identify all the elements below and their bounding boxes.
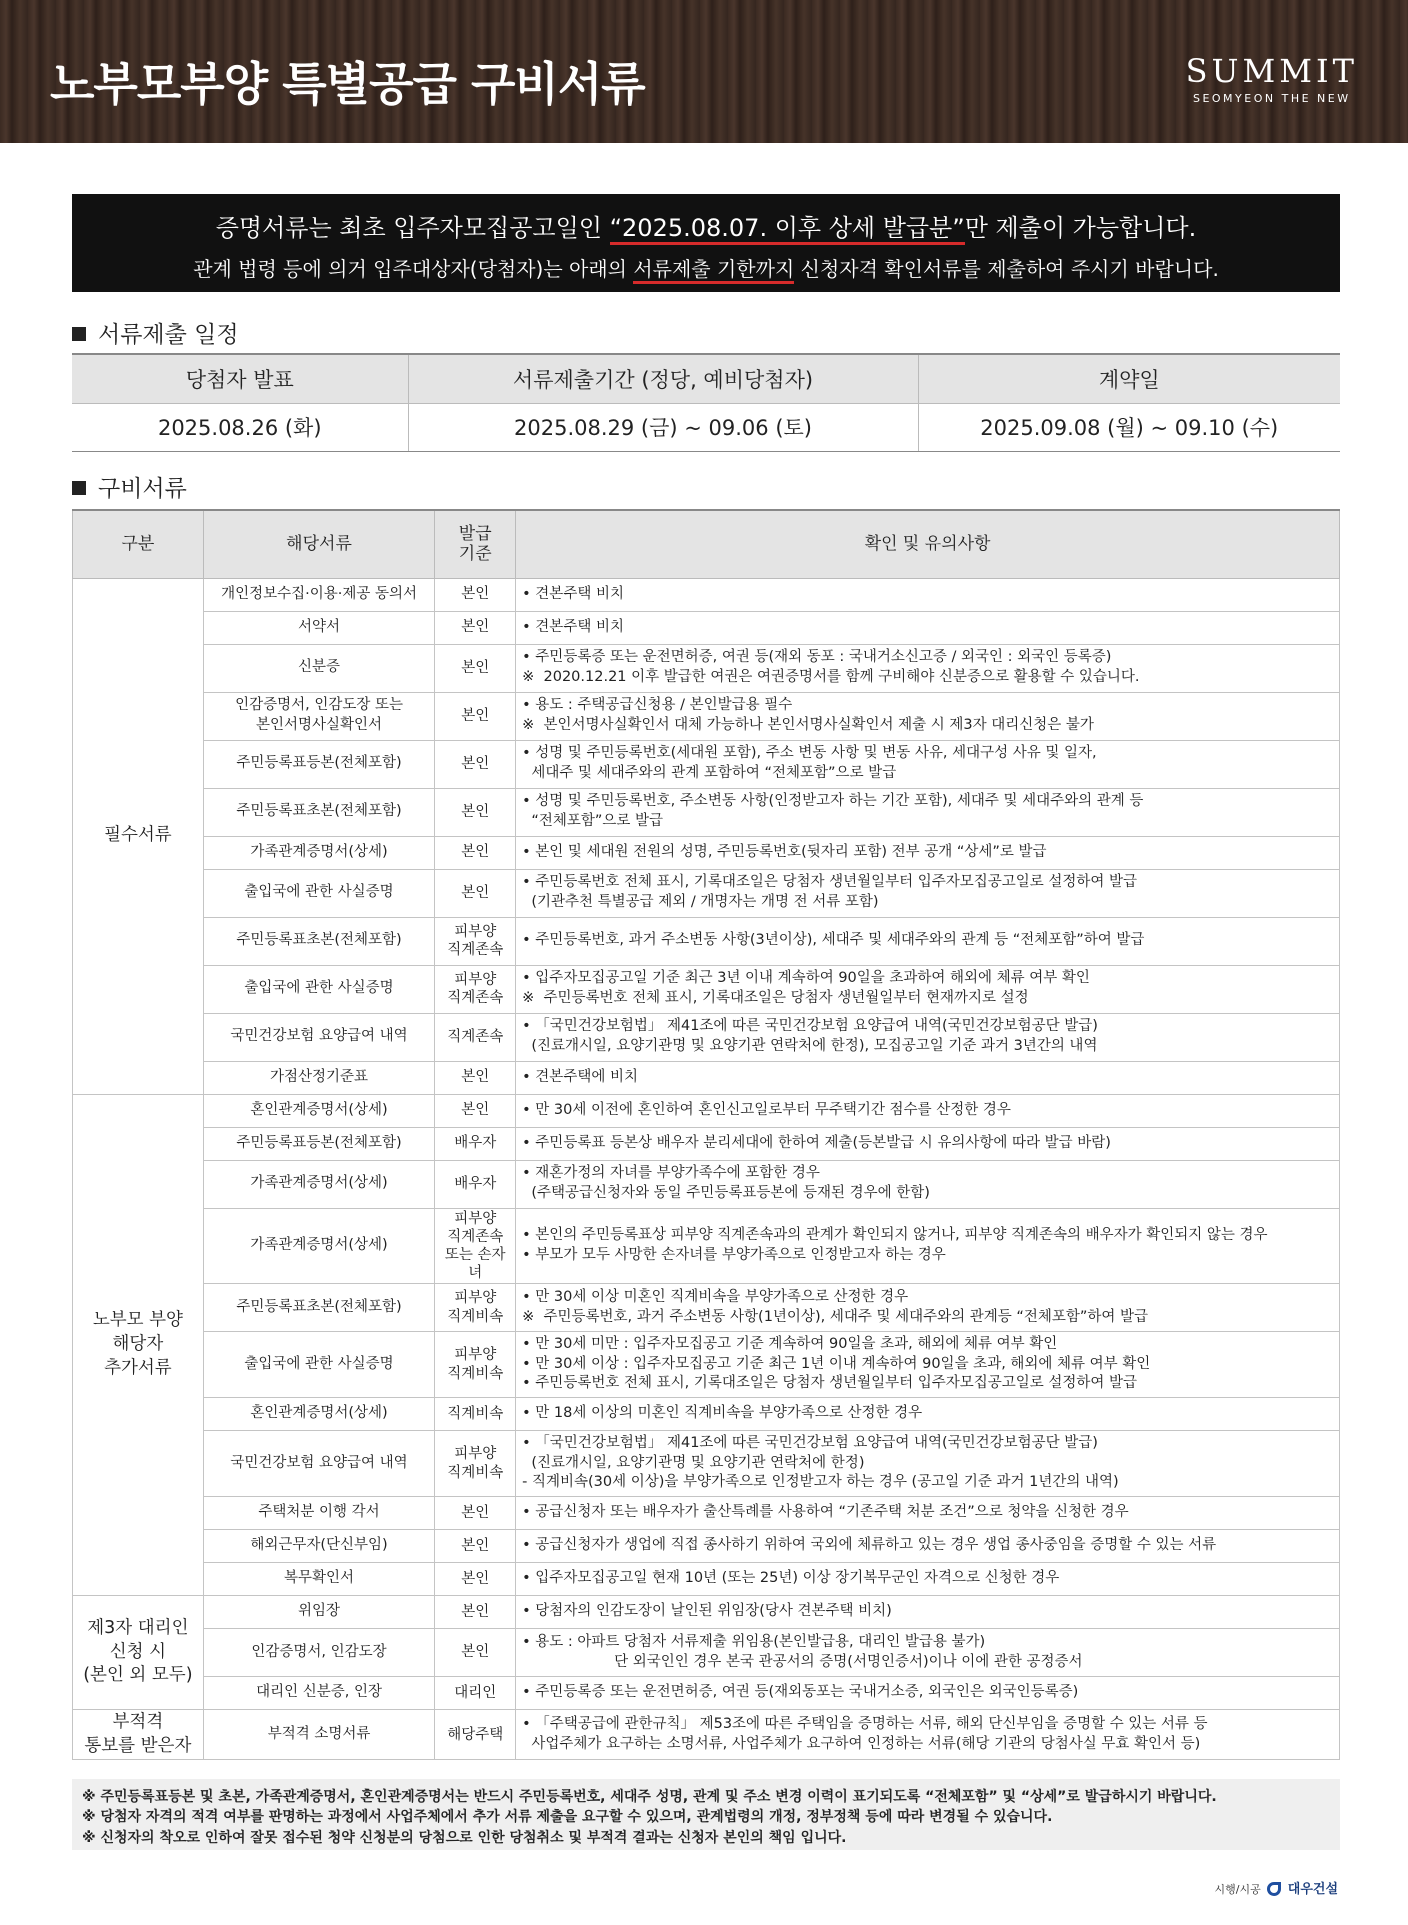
note-line: • 본인의 주민등록표상 피부양 직계존속과의 관계가 확인되지 않거나, 피부양 직계존속의 배우자가 확인되지 않는 경우 <box>522 1227 1268 1244</box>
table-row <box>73 1127 1340 1160</box>
document-name-cell: 주민등록표초본(전체포함) <box>203 1284 435 1332</box>
table-row <box>73 1431 1340 1497</box>
header-banner <box>0 0 1408 143</box>
issuer-cell: 피부양 직계비속 <box>435 1431 516 1497</box>
document-name-cell: 인감증명서, 인감도장 <box>203 1629 435 1677</box>
note-line: • 공급신청자가 생업에 직접 종사하기 위하여 국외에 체류하고 있는 경우 생업 종사중임을 증명할 수 있는 서류 <box>522 1537 1217 1554</box>
table-row <box>73 692 1340 740</box>
brand-name: SUMMIT <box>1185 52 1358 90</box>
issuer-cell: 본인 <box>435 1530 516 1563</box>
document-name-cell: 주민등록표초본(전체포함) <box>203 917 435 965</box>
table-row <box>73 1497 1340 1530</box>
footer-note: ※ 당첨자 자격의 적격 여부를 판명하는 과정에서 사업주체에서 추가 서류 제출을 요구할 수 있으며, 관계법령의 개정, 정부정책 등에 따라 변경될 수 있습니다. <box>82 1809 1053 1826</box>
table-row <box>73 1094 1340 1127</box>
issuer-cell: 본인 <box>435 1497 516 1530</box>
notes-cell <box>516 917 1340 965</box>
notice-underline: 서류제출 기한까지 <box>633 257 794 284</box>
note-line: • 만 30세 미만 : 입주자모집공고 기준 계속하여 90일을 초과, 해외에 체류 여부 확인 <box>522 1336 1058 1353</box>
notes-cell <box>516 1332 1340 1398</box>
issuer-cell: 피부양 직계존속 <box>435 965 516 1013</box>
issuer-cell: 배우자 <box>435 1160 516 1208</box>
notes-cell <box>516 869 1340 917</box>
table-row <box>73 578 1340 611</box>
note-line: • 주민등록번호 전체 표시, 기록대조일은 당첨자 생년월일부터 입주자모집공고일로 설정하여 발급 <box>522 1375 1138 1392</box>
note-line: (진료개시일, 요양기관명 및 요양기관 연락처에 한정), 모집공고일 기준 과거 3년간의 내역 <box>522 1038 1098 1054</box>
schedule-value: 2025.09.08 (월) ~ 09.10 (수) <box>918 403 1340 451</box>
table-row <box>73 1629 1340 1677</box>
brand-subtitle: SEOMYEON THE NEW <box>1192 92 1351 105</box>
note-line: • 입주자모집공고일 기준 최근 3년 이내 계속하여 90일을 초과하여 해외에 체류 여부 확인 <box>522 970 1090 987</box>
required-documents-table <box>72 509 1340 1760</box>
note-line: • 주민등록번호, 과거 주소변동 사항(3년이상), 세대주 및 세대주와의 관계 등 “전체포함”하여 발급 <box>522 932 1145 949</box>
docs-header-category: 구분 <box>73 510 204 578</box>
notes-cell <box>516 1563 1340 1596</box>
notes-cell <box>516 1677 1340 1710</box>
schedule-header: 당첨자 발표 <box>72 354 408 403</box>
company-logo <box>1215 1878 1338 1897</box>
notes-cell <box>516 1629 1340 1677</box>
footer-notes <box>72 1779 1340 1850</box>
issuer-cell: 본인 <box>435 1629 516 1677</box>
issuer-cell: 본인 <box>435 869 516 917</box>
docs-section-title <box>72 470 187 503</box>
notes-cell <box>516 740 1340 788</box>
schedule-value: 2025.08.29 (금) ~ 09.06 (토) <box>408 403 918 451</box>
document-name-cell: 출입국에 관한 사실증명 <box>203 869 435 917</box>
note-line: • 성명 및 주민등록번호(세대원 포함), 주소 변동 사항 및 변동 사유, 세대구성 사유 및 일자, <box>522 745 1097 762</box>
document-name-cell: 국민건강보험 요양급여 내역 <box>203 1013 435 1061</box>
document-name-cell: 출입국에 관한 사실증명 <box>203 1332 435 1398</box>
document-name-cell: 혼인관계증명서(상세) <box>203 1094 435 1127</box>
document-name-cell: 가족관계증명서(상세) <box>203 836 435 869</box>
square-bullet-icon <box>72 481 86 495</box>
notice-line-1 <box>72 208 1340 243</box>
issuer-cell: 배우자 <box>435 1127 516 1160</box>
notes-cell <box>516 692 1340 740</box>
note-line: • 만 30세 이전에 혼인하여 혼인신고일로부터 무주택기간 점수를 산정한 경우 <box>522 1101 1011 1118</box>
issuer-cell: 직계비속 <box>435 1398 516 1431</box>
table-row <box>73 1208 1340 1284</box>
note-line: (기관추천 특별공급 제외 / 개명자는 개명 전 서류 포함) <box>522 894 879 910</box>
category-cell: 필수서류 <box>73 578 204 1094</box>
note-line: ※ 2020.12.21 이후 발급한 여권은 여권증명서를 함께 구비해야 신분증으로 활용할 수 있습니다. <box>522 669 1140 685</box>
table-row <box>73 644 1340 692</box>
table-row <box>73 1332 1340 1398</box>
issuer-cell: 피부양 직계비속 <box>435 1284 516 1332</box>
document-name-cell: 가점산정기준표 <box>203 1061 435 1094</box>
notice-text: 증명서류는 최초 입주자모집공고일인 <box>215 214 610 242</box>
table-row <box>73 1596 1340 1629</box>
schedule-section-title <box>72 316 239 349</box>
document-name-cell: 신분증 <box>203 644 435 692</box>
document-name-cell: 주민등록표등본(전체포함) <box>203 740 435 788</box>
document-name-cell: 국민건강보험 요양급여 내역 <box>203 1431 435 1497</box>
document-name-cell: 가족관계증명서(상세) <box>203 1160 435 1208</box>
note-line: - 직계비속(30세 이상)을 부양가족으로 인정받고자 하는 경우 (공고일 기준 과거 1년간의 내역) <box>522 1474 1119 1491</box>
note-line: • 「국민건강보험법」 제41조에 따른 국민건강보험 요양급여 내역(국민건강보험공단 발급) <box>522 1018 1098 1035</box>
issuer-cell: 직계존속 <box>435 1013 516 1061</box>
document-name-cell: 주택처분 이행 각서 <box>203 1497 435 1530</box>
footer-note: ※ 신청자의 착오로 인하여 잘못 접수된 청약 신청분의 당첨으로 인한 당첨취소 및 부적격 결과는 신청자 본인의 책임 입니다. <box>82 1829 847 1846</box>
document-name-cell: 대리인 신분증, 인장 <box>203 1677 435 1710</box>
note-line: • 만 30세 이상 미혼인 직계비속을 부양가족으로 산정한 경우 <box>522 1288 909 1305</box>
issuer-cell: 피부양 직계존속 <box>435 917 516 965</box>
note-line: • 만 18세 이상의 미혼인 직계비속을 부양가족으로 산정한 경우 <box>522 1405 923 1422</box>
note-line: ※ 본인서명사실확인서 대체 가능하나 본인서명사실확인서 제출 시 제3자 대리신청은 불가 <box>522 717 1094 733</box>
note-line: • 용도 : 아파트 당첨자 서류제출 위임용(본인발급용, 대리인 발급용 불가) <box>522 1633 986 1650</box>
notes-cell <box>516 836 1340 869</box>
note-line: • 성명 및 주민등록번호, 주소변동 사항(인정받고자 하는 기간 포함), 세대주 및 세대주와의 관계 등 <box>522 793 1144 810</box>
note-line: • 용도 : 주택공급신청용 / 본인발급용 필수 <box>522 697 793 714</box>
issuer-cell: 대리인 <box>435 1677 516 1710</box>
document-name-cell: 복무확인서 <box>203 1563 435 1596</box>
table-row <box>73 1013 1340 1061</box>
table-row <box>73 869 1340 917</box>
note-line: ※ 주민등록번호, 과거 주소변동 사항(1년이상), 세대주 및 세대주와의 관계등 “전체포함”하여 발급 <box>522 1308 1149 1325</box>
notes-cell <box>516 1094 1340 1127</box>
daewoo-logo-icon <box>1267 1882 1281 1896</box>
table-row <box>73 788 1340 836</box>
table-row <box>73 1530 1340 1563</box>
note-line: • 만 30세 이상 : 입주자모집공고 기준 최근 1년 이내 계속하여 90일을 초과, 해외에 체류 여부 확인 <box>522 1355 1151 1372</box>
notes-cell <box>516 644 1340 692</box>
schedule-value: 2025.08.26 (화) <box>72 403 408 451</box>
notes-cell <box>516 1497 1340 1530</box>
note-line: • 주민등록증 또는 운전면허증, 여권 등(재외 동포 : 국내거소신고증 / 외국인 : 외국인 등록증) <box>522 649 1112 666</box>
category-cell: 부적격 통보를 받은자 <box>73 1710 204 1760</box>
schedule-header: 서류제출기간 (정당, 예비당첨자) <box>408 354 918 403</box>
issuer-cell: 피부양 직계비속 <box>435 1332 516 1398</box>
notes-cell <box>516 1596 1340 1629</box>
document-name-cell: 혼인관계증명서(상세) <box>203 1398 435 1431</box>
page-title: 노부모부양 특별공급 구비서류 <box>50 57 645 111</box>
document-name-cell: 가족관계증명서(상세) <box>203 1208 435 1284</box>
document-name-cell: 위임장 <box>203 1596 435 1629</box>
table-row <box>73 611 1340 644</box>
brand-logo <box>1186 52 1358 105</box>
note-line: 세대주 및 세대주와의 관계 포함하여 “전체포함”으로 발급 <box>522 765 897 781</box>
table-row <box>73 917 1340 965</box>
note-line: 사업주체가 요구하는 소명서류, 사업주체가 요구하여 인정하는 서류(해당 기관의 당첨사실 무효 확인서 등) <box>522 1735 1201 1752</box>
schedule-header: 계약일 <box>918 354 1340 403</box>
notes-cell <box>516 1061 1340 1094</box>
table-row <box>73 1677 1340 1710</box>
section-title-text: 서류제출 일정 <box>98 322 239 348</box>
issuer-cell: 피부양 직계존속 또는 손자녀 <box>435 1208 516 1284</box>
notes-cell <box>516 1710 1340 1760</box>
issuer-cell: 본인 <box>435 740 516 788</box>
notes-cell <box>516 1127 1340 1160</box>
document-name-cell: 출입국에 관한 사실증명 <box>203 965 435 1013</box>
notes-cell <box>516 1013 1340 1061</box>
issuer-cell: 본인 <box>435 788 516 836</box>
notes-cell <box>516 965 1340 1013</box>
table-row <box>73 1710 1340 1760</box>
issuer-cell: 본인 <box>435 578 516 611</box>
document-name-cell: 주민등록표등본(전체포함) <box>203 1127 435 1160</box>
notes-cell <box>516 611 1340 644</box>
table-row <box>73 965 1340 1013</box>
note-line: • 주민등록번호 전체 표시, 기록대조일은 당첨자 생년월일부터 입주자모집공고일로 설정하여 발급 <box>522 874 1138 891</box>
note-line: (진료개시일, 요양기관명 및 요양기관 연락처에 한정) <box>522 1454 865 1471</box>
category-cell: 제3자 대리인 신청 시 (본인 외 모두) <box>73 1596 204 1710</box>
document-name-cell: 부적격 소명서류 <box>203 1710 435 1760</box>
notes-cell <box>516 1398 1340 1431</box>
document-name-cell: 해외근무자(단신부임) <box>203 1530 435 1563</box>
table-row <box>73 1398 1340 1431</box>
table-row <box>73 740 1340 788</box>
issuer-cell: 본인 <box>435 1061 516 1094</box>
category-cell: 노부모 부양 해당자 추가서류 <box>73 1094 204 1596</box>
issuer-cell: 본인 <box>435 692 516 740</box>
table-row <box>73 1563 1340 1596</box>
notice-text: 관계 법령 등에 의거 입주대상자(당첨자)는 아래의 <box>193 257 634 281</box>
notice-line-2 <box>72 253 1340 282</box>
notes-cell <box>516 1431 1340 1497</box>
table-row <box>73 836 1340 869</box>
note-line: • 당첨자의 인감도장이 날인된 위임장(당사 견본주택 비치) <box>522 1603 892 1620</box>
issuer-cell: 해당주택 <box>435 1710 516 1760</box>
note-line: • 주민등록표 등본상 배우자 분리세대에 한하여 제출(등본발급 시 유의사항에 따라 발급 바람) <box>522 1134 1111 1151</box>
note-line: 단 외국인인 경우 본국 관공서의 증명(서명인증서)이나 이에 관한 공정증서 <box>614 1653 1083 1670</box>
issuer-cell: 본인 <box>435 1094 516 1127</box>
table-row <box>73 1160 1340 1208</box>
footer-note: ※ 주민등록표등본 및 초본, 가족관계증명서, 혼인관계증명서는 반드시 주민등록번호, 세대주 성명, 관계 및 주소 변경 이력이 표기되도록 “전체포함” 및 “상세”로 발급하시기 바랍니다. <box>82 1789 1217 1805</box>
notes-cell <box>516 1284 1340 1332</box>
note-line: • 재혼가정의 자녀를 부양가족수에 포함한 경우 <box>522 1165 820 1182</box>
logo-prefix: 시행/시공 <box>1214 1883 1261 1896</box>
note-line: • 견본주택 비치 <box>522 585 624 602</box>
notes-cell <box>516 788 1340 836</box>
note-line: ※ 주민등록번호 전체 표시, 기록대조일은 당첨자 생년월일부터 현재까지로 설정 <box>522 990 1029 1006</box>
note-line: • 견본주택에 비치 <box>522 1068 638 1085</box>
document-name-cell: 주민등록표초본(전체포함) <box>203 788 435 836</box>
issuer-cell: 본인 <box>435 644 516 692</box>
note-line: (주택공급신청자와 동일 주민등록표등본에 등재된 경우에 한함) <box>522 1185 930 1201</box>
notice-text: 신청자격 확인서류를 제출하여 주시기 바랍니다. <box>794 257 1219 281</box>
note-line: • 입주자모집공고일 현재 10년 (또는 25년) 이상 장기복무군인 자격으로 신청한 경우 <box>522 1570 1060 1587</box>
note-line: • 주민등록증 또는 운전면허증, 여권 등(재외동포는 국내거소증, 외국인은 외국인등록증) <box>522 1684 1079 1701</box>
schedule-table <box>72 353 1340 452</box>
note-line: • 견본주택 비치 <box>522 618 624 635</box>
notes-cell <box>516 1160 1340 1208</box>
note-line: • 「주택공급에 관한규칙」 제53조에 따른 주택임을 증명하는 서류, 해외 단신부임을 증명할 수 있는 서류 등 <box>522 1716 1208 1733</box>
note-line: • 공급신청자 또는 배우자가 출산특례를 사용하여 “기존주택 처분 조건”으로 청약을 신청한 경우 <box>522 1504 1129 1521</box>
document-name-cell: 개인정보수집·이용·제공 동의서 <box>203 578 435 611</box>
docs-header-issuer: 발급 기준 <box>435 510 516 578</box>
note-line: • 부모가 모두 사망한 손자녀를 부양가족으로 인정받고자 하는 경우 <box>522 1246 946 1263</box>
notes-cell <box>516 1208 1340 1284</box>
table-row <box>73 1061 1340 1094</box>
section-title-text: 구비서류 <box>98 476 187 502</box>
notes-cell <box>516 578 1340 611</box>
document-name-cell: 인감증명서, 인감도장 또는 본인서명사실확인서 <box>203 692 435 740</box>
notice-text: 만 제출이 가능합니다. <box>964 214 1197 242</box>
note-line: • 본인 및 세대원 전원의 성명, 주민등록번호(뒷자리 포함) 전부 공개 “상세”로 발급 <box>522 843 1047 860</box>
note-line: “전체포함”으로 발급 <box>522 813 664 829</box>
note-line: • 「국민건강보험법」 제41조에 따른 국민건강보험 요양급여 내역(국민건강보험공단 발급) <box>522 1435 1098 1452</box>
square-bullet-icon <box>72 327 86 341</box>
issuer-cell: 본인 <box>435 1563 516 1596</box>
logo-company-name: 대우건설 <box>1287 1882 1338 1897</box>
docs-header-document: 해당서류 <box>203 510 435 578</box>
issuer-cell: 본인 <box>435 611 516 644</box>
document-name-cell: 서약서 <box>203 611 435 644</box>
notes-cell <box>516 1530 1340 1563</box>
issuer-cell: 본인 <box>435 1596 516 1629</box>
table-row <box>73 1284 1340 1332</box>
docs-header-notes: 확인 및 유의사항 <box>516 510 1340 578</box>
notice-box <box>72 194 1340 292</box>
issuer-cell: 본인 <box>435 836 516 869</box>
notice-highlight: “2025.08.07. 이후 상세 발급분” <box>610 214 965 245</box>
